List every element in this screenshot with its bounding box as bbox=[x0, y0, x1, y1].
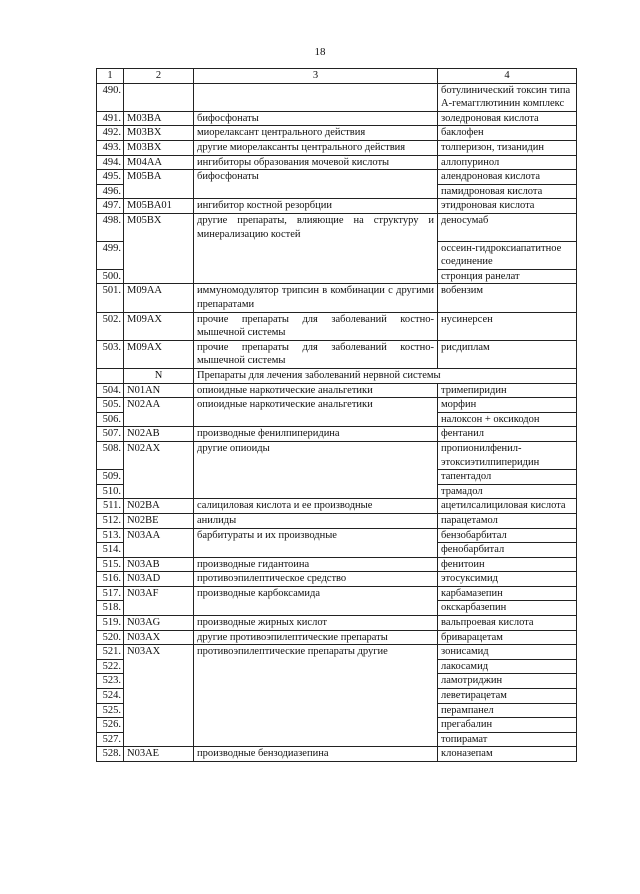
table-row bbox=[97, 140, 577, 155]
table-row bbox=[97, 703, 577, 718]
row-number: 498. bbox=[97, 213, 124, 241]
atc-code: M09AX bbox=[124, 312, 194, 340]
drug-name: стронция ранелат bbox=[438, 269, 577, 284]
atc-code bbox=[124, 241, 194, 269]
row-number: 509. bbox=[97, 470, 124, 485]
row-number: 512. bbox=[97, 513, 124, 528]
pharmacological-group: опиоидные наркотические анальгетики bbox=[194, 398, 438, 413]
drug-name: тапентадол bbox=[438, 470, 577, 485]
drug-name: фенобарбитал bbox=[438, 543, 577, 558]
drug-name: тримепиридин bbox=[438, 383, 577, 398]
pharmacological-group bbox=[194, 659, 438, 674]
row-number: 493. bbox=[97, 140, 124, 155]
row-number: 490. bbox=[97, 83, 124, 111]
pharmacological-group: производные жирных кислот bbox=[194, 616, 438, 631]
table-row bbox=[97, 199, 577, 214]
atc-code: N03AX bbox=[124, 630, 194, 645]
drug-name: окскарбазепин bbox=[438, 601, 577, 616]
pharmacological-group: бифосфонаты bbox=[194, 111, 438, 126]
table-row bbox=[97, 543, 577, 558]
section-code: N bbox=[124, 368, 194, 383]
pharmacological-group: ингибитор костной резорбции bbox=[194, 199, 438, 214]
row-number: 508. bbox=[97, 441, 124, 469]
row-number: 499. bbox=[97, 241, 124, 269]
table-row bbox=[97, 340, 577, 368]
pharmacological-group: опиоидные наркотические анальгетики bbox=[194, 383, 438, 398]
table-row bbox=[97, 513, 577, 528]
drug-name: толперизон, тизанидин bbox=[438, 140, 577, 155]
drug-name: налоксон + оксикодон bbox=[438, 412, 577, 427]
pharmacological-group: противоэпилептические препараты другие bbox=[194, 645, 438, 660]
atc-code bbox=[124, 484, 194, 499]
page-number: 18 bbox=[314, 46, 326, 58]
row-number: 497. bbox=[97, 199, 124, 214]
table-row bbox=[97, 528, 577, 543]
table-row bbox=[97, 484, 577, 499]
drug-name: пропионилфенил-этоксиэтилпиперидин bbox=[438, 441, 577, 469]
pharmacological-group: другие опиоиды bbox=[194, 441, 438, 469]
atc-code: M03BX bbox=[124, 126, 194, 141]
drug-name: бриварацетам bbox=[438, 630, 577, 645]
atc-code: M03BX bbox=[124, 140, 194, 155]
pharmacological-group bbox=[194, 689, 438, 704]
row-number: 528. bbox=[97, 747, 124, 762]
table-row bbox=[97, 383, 577, 398]
pharmacological-group: противоэпилептическое средство bbox=[194, 572, 438, 587]
pharmacological-group: производные фенилпиперидина bbox=[194, 427, 438, 442]
drug-name: вальпроевая кислота bbox=[438, 616, 577, 631]
row-number: 526. bbox=[97, 718, 124, 733]
table-row bbox=[97, 747, 577, 762]
drug-name: морфин bbox=[438, 398, 577, 413]
pharmacological-group bbox=[194, 674, 438, 689]
pharmacological-group bbox=[194, 269, 438, 284]
table-row bbox=[97, 630, 577, 645]
row-number: 520. bbox=[97, 630, 124, 645]
atc-code: N02BE bbox=[124, 513, 194, 528]
drug-name: клоназепам bbox=[438, 747, 577, 762]
table-row bbox=[97, 674, 577, 689]
pharmacological-group: производные бензодиазепина bbox=[194, 747, 438, 762]
drug-name: баклофен bbox=[438, 126, 577, 141]
table-row bbox=[97, 155, 577, 170]
atc-code: N01AN bbox=[124, 383, 194, 398]
drug-name: прегабалин bbox=[438, 718, 577, 733]
drug-name: карбамазепин bbox=[438, 586, 577, 601]
drug-name: леветирацетам bbox=[438, 689, 577, 704]
drug-name: аллопуринол bbox=[438, 155, 577, 170]
pharmacological-group bbox=[194, 601, 438, 616]
drug-name: золедроновая кислота bbox=[438, 111, 577, 126]
table-row bbox=[97, 689, 577, 704]
pharmacological-group: производные карбоксамида bbox=[194, 586, 438, 601]
row-number: 507. bbox=[97, 427, 124, 442]
row-number: 504. bbox=[97, 383, 124, 398]
atc-code: N02AA bbox=[124, 398, 194, 413]
drug-table bbox=[96, 68, 577, 762]
drug-name: фенитоин bbox=[438, 557, 577, 572]
table-row bbox=[97, 470, 577, 485]
row-number: 492. bbox=[97, 126, 124, 141]
row-number: 517. bbox=[97, 586, 124, 601]
row-number: 496. bbox=[97, 184, 124, 199]
row-number: 505. bbox=[97, 398, 124, 413]
section-title: Препараты для лечения заболеваний нервной системы bbox=[194, 368, 577, 383]
drug-name: фентанил bbox=[438, 427, 577, 442]
table-row bbox=[97, 586, 577, 601]
pharmacological-group bbox=[194, 184, 438, 199]
atc-code: N02BA bbox=[124, 499, 194, 514]
atc-code: M04AA bbox=[124, 155, 194, 170]
row-number: 501. bbox=[97, 284, 124, 312]
drug-name: топирамат bbox=[438, 732, 577, 747]
drug-name: вобензим bbox=[438, 284, 577, 312]
pharmacological-group bbox=[194, 703, 438, 718]
pharmacological-group bbox=[194, 732, 438, 747]
pharmacological-group: бифосфонаты bbox=[194, 170, 438, 185]
atc-code: M09AX bbox=[124, 340, 194, 368]
drug-name: лакосамид bbox=[438, 659, 577, 674]
atc-code: N03AE bbox=[124, 747, 194, 762]
row-number: 515. bbox=[97, 557, 124, 572]
row-number: 500. bbox=[97, 269, 124, 284]
drug-name: ламотриджин bbox=[438, 674, 577, 689]
table-row bbox=[97, 732, 577, 747]
table-row bbox=[97, 126, 577, 141]
pharmacological-group: иммуномодулятор трипсин в комбинации с другими препаратами bbox=[194, 284, 438, 312]
atc-code bbox=[124, 732, 194, 747]
row-number: 513. bbox=[97, 528, 124, 543]
pharmacological-group bbox=[194, 543, 438, 558]
atc-code bbox=[124, 689, 194, 704]
drug-name: трамадол bbox=[438, 484, 577, 499]
atc-code bbox=[124, 543, 194, 558]
pharmacological-group: прочие препараты для заболеваний костно-мышечной системы bbox=[194, 312, 438, 340]
row-number: 511. bbox=[97, 499, 124, 514]
atc-code: N03AB bbox=[124, 557, 194, 572]
atc-code bbox=[124, 470, 194, 485]
pharmacological-group: другие миорелаксанты центрального действия bbox=[194, 140, 438, 155]
pharmacological-group bbox=[194, 241, 438, 269]
row-number: 494. bbox=[97, 155, 124, 170]
table-row bbox=[97, 718, 577, 733]
atc-code bbox=[124, 718, 194, 733]
drug-name: нусинерсен bbox=[438, 312, 577, 340]
atc-code bbox=[124, 412, 194, 427]
row-number: 503. bbox=[97, 340, 124, 368]
atc-code bbox=[124, 269, 194, 284]
pharmacological-group: прочие препараты для заболеваний костно-мышечной системы bbox=[194, 340, 438, 368]
drug-name: рисдиплам bbox=[438, 340, 577, 368]
atc-code bbox=[124, 601, 194, 616]
atc-code: N03AG bbox=[124, 616, 194, 631]
table-row bbox=[97, 312, 577, 340]
drug-name: памидроновая кислота bbox=[438, 184, 577, 199]
table-row bbox=[97, 441, 577, 469]
row-number: 521. bbox=[97, 645, 124, 660]
column-header: 3 bbox=[194, 69, 438, 84]
atc-code: N03AX bbox=[124, 645, 194, 660]
table-row bbox=[97, 184, 577, 199]
section-empty-cell bbox=[97, 368, 124, 383]
drug-name: деносумаб bbox=[438, 213, 577, 241]
atc-code bbox=[124, 83, 194, 111]
row-number: 491. bbox=[97, 111, 124, 126]
section-row bbox=[97, 368, 577, 383]
drug-name: этосуксимид bbox=[438, 572, 577, 587]
pharmacological-group bbox=[194, 484, 438, 499]
pharmacological-group: другие противоэпилептические препараты bbox=[194, 630, 438, 645]
pharmacological-group: анилиды bbox=[194, 513, 438, 528]
atc-code bbox=[124, 184, 194, 199]
atc-code bbox=[124, 659, 194, 674]
table-row bbox=[97, 269, 577, 284]
column-header: 1 bbox=[97, 69, 124, 84]
table-row bbox=[97, 241, 577, 269]
drug-name: перампанел bbox=[438, 703, 577, 718]
pharmacological-group: миорелаксант центрального действия bbox=[194, 126, 438, 141]
pharmacological-group: салициловая кислота и ее производные bbox=[194, 499, 438, 514]
row-number: 518. bbox=[97, 601, 124, 616]
atc-code bbox=[124, 674, 194, 689]
row-number: 519. bbox=[97, 616, 124, 631]
atc-code: M05BA01 bbox=[124, 199, 194, 214]
atc-code: N03AD bbox=[124, 572, 194, 587]
row-number: 522. bbox=[97, 659, 124, 674]
pharmacological-group bbox=[194, 470, 438, 485]
table-row bbox=[97, 412, 577, 427]
atc-code: M09AA bbox=[124, 284, 194, 312]
drug-name: ацетилсалициловая кислота bbox=[438, 499, 577, 514]
table-row bbox=[97, 284, 577, 312]
pharmacological-group: производные гидантоина bbox=[194, 557, 438, 572]
table-row bbox=[97, 213, 577, 241]
table-row bbox=[97, 111, 577, 126]
drug-name: бензобарбитал bbox=[438, 528, 577, 543]
drug-name: парацетамол bbox=[438, 513, 577, 528]
atc-code: N02AB bbox=[124, 427, 194, 442]
column-header: 2 bbox=[124, 69, 194, 84]
column-header: 4 bbox=[438, 69, 577, 84]
row-number: 502. bbox=[97, 312, 124, 340]
table-row bbox=[97, 572, 577, 587]
atc-code bbox=[124, 703, 194, 718]
pharmacological-group bbox=[194, 412, 438, 427]
row-number: 527. bbox=[97, 732, 124, 747]
pharmacological-group: другие препараты, влияющие на структуру и минерализацию костей bbox=[194, 213, 438, 241]
table-row bbox=[97, 601, 577, 616]
pharmacological-group bbox=[194, 718, 438, 733]
table-row bbox=[97, 645, 577, 660]
pharmacological-group: ингибиторы образования мочевой кислоты bbox=[194, 155, 438, 170]
atc-code: N03AA bbox=[124, 528, 194, 543]
table-row bbox=[97, 398, 577, 413]
table-row bbox=[97, 557, 577, 572]
row-number: 523. bbox=[97, 674, 124, 689]
row-number: 525. bbox=[97, 703, 124, 718]
table-row bbox=[97, 427, 577, 442]
drug-name: алендроновая кислота bbox=[438, 170, 577, 185]
pharmacological-group: барбитураты и их производные bbox=[194, 528, 438, 543]
atc-code: N02AX bbox=[124, 441, 194, 469]
drug-name: зонисамид bbox=[438, 645, 577, 660]
table-row bbox=[97, 499, 577, 514]
row-number: 495. bbox=[97, 170, 124, 185]
table-row bbox=[97, 170, 577, 185]
row-number: 506. bbox=[97, 412, 124, 427]
row-number: 514. bbox=[97, 543, 124, 558]
atc-code: M03BA bbox=[124, 111, 194, 126]
table-row bbox=[97, 659, 577, 674]
drug-name: ботулинический токсин типа А-гемагглютинин комплекс bbox=[438, 83, 577, 111]
row-number: 524. bbox=[97, 689, 124, 704]
pharmacological-group bbox=[194, 83, 438, 111]
table-row bbox=[97, 616, 577, 631]
atc-code: N03AF bbox=[124, 586, 194, 601]
row-number: 516. bbox=[97, 572, 124, 587]
atc-code: M05BA bbox=[124, 170, 194, 185]
drug-name: этидроновая кислота bbox=[438, 199, 577, 214]
table-row bbox=[97, 83, 577, 111]
atc-code: M05BX bbox=[124, 213, 194, 241]
table-header-row bbox=[97, 69, 577, 84]
row-number: 510. bbox=[97, 484, 124, 499]
drug-name: оссеин-гидроксиапатитное соединение bbox=[438, 241, 577, 269]
